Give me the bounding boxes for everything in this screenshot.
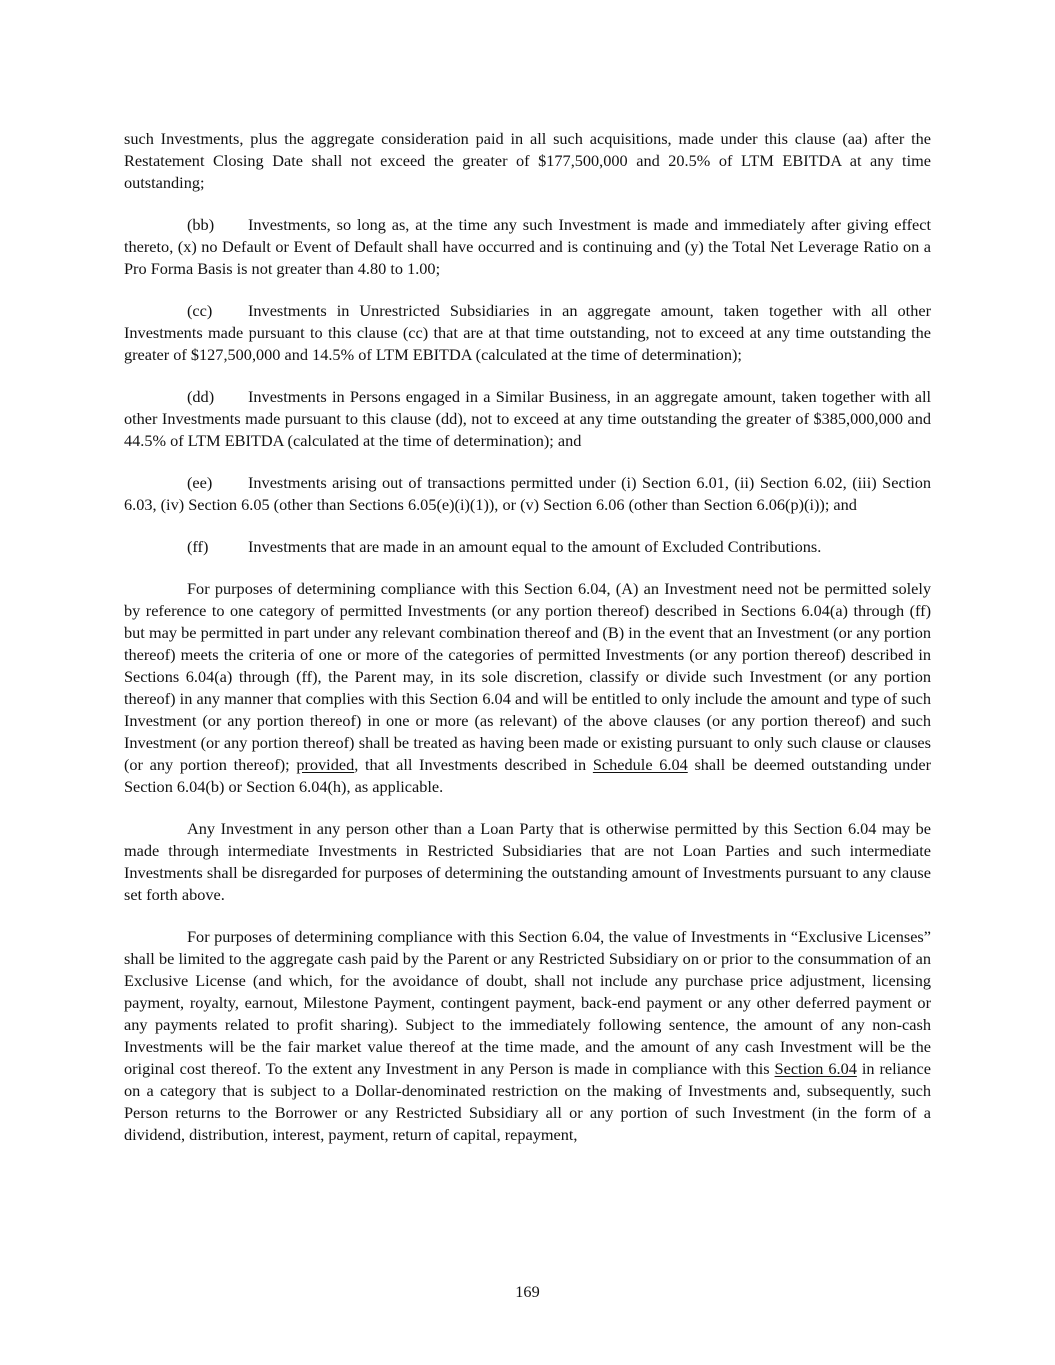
paragraph-ee <box>124 472 931 516</box>
page-number: 169 <box>515 1282 540 1301</box>
clause-text: Investments in Unrestricted Subsidiaries in an aggregate amount, taken together with all other Investments made pursuant to this clause (cc) that are at that time outstanding, not to exceed at any time outstanding the greater of $127,500,000 and 14.5% of LTM EBITDA (calculated at the time of determination); <box>124 301 931 364</box>
text: For purposes of determining compliance with this Section 6.04, (A) an Investment need not be permitted solely by reference to one category of permitted Investments (or any portion thereof) described in Sections 6.04(a) through (ff) but may be permitted in part under any relevant combination thereof and (B) in the event that an Investment (or any portion thereof) meets the criteria of one or more of the categories of permitted Investments (or any portion thereof) described in Sections 6.04(a) through (ff), the Parent may, in its sole discretion, classify or divide such Investment (or any portion thereof) in any manner that complies with this Section 6.04 and will be entitled to only include the amount and type of such Investment (or any portion thereof) in one or more (as relevant) of the above clauses (or any portion thereof) and such Investment (or any portion thereof) shall be treated as having been made or existing pursuant to only such clause or clauses (or any portion thereof); <box>124 579 931 774</box>
section-reference: Section 6.04 <box>774 1059 857 1078</box>
paragraph-bb <box>124 214 931 280</box>
clause-label: (bb) <box>187 215 215 234</box>
clause-text: Investments arising out of transactions permitted under (i) Section 6.01, (ii) Section 6.02, (iii) Section 6.03, (iv) Section 6.05 (other than Sections 6.05(e)(i)(1)), or (v) Section 6.06 (other than Section 6.06(p)(i)); and <box>124 473 931 514</box>
clause-text: Investments, so long as, at the time any such Investment is made and immediately after giving effect thereto, (x) no Default or Event of Default shall have occurred and is continuing and (y) the Total Net Leverage Ratio on a Pro Forma Basis is not greater than 4.80 to 1.00; <box>124 215 931 278</box>
paragraph-cc <box>124 300 931 366</box>
clause-text: Investments in Persons engaged in a Similar Business, in an aggregate amount, taken together with all other Investments made pursuant to this clause (dd), not to exceed at any time outstanding the greater of $385,000,000 and 44.5% of LTM EBITDA (calculated at the time of determination); and <box>124 387 931 450</box>
clause-text: Investments that are made in an amount equal to the amount of Excluded Contributions. <box>248 537 822 556</box>
text: For purposes of determining compliance with this Section 6.04, the value of Investments in “Exclusive Licenses” shall be limited to the aggregate cash paid by the Parent or any Restricted Subsidiary on or prior to the consummation of an Exclusive License (and which, for the avoidance of doubt, shall not include any purchase price adjustment, licensing payment, royalty, earnout, Milestone Payment, contingent payment, back-end payment or any other deferred payment or any payments related to profit sharing). Subject to the immediately following sentence, the amount of any non-cash Investments will be the fair market value thereof at the time made, and the amount of any cash Investment will be the original cost thereof. To the extent any Investment in any Person is made in compliance with this <box>124 927 931 1078</box>
text: in reliance on a category that is subject to a Dollar-denominated restriction on the making of Investments and, subsequently, such Person returns to the Borrower or any Restricted Subsidiary all or any portion of such Investment (in the form of a dividend, distribution, interest, payment, return of capital, repayment, <box>124 1059 931 1144</box>
paragraph-exclusive-licenses <box>124 926 931 1146</box>
clause-label: (dd) <box>187 387 215 406</box>
paragraph-dd <box>124 386 931 452</box>
schedule-reference: Schedule 6.04 <box>592 755 688 774</box>
clause-label: (ff) <box>187 537 209 556</box>
text: , that all Investments described in <box>354 755 593 774</box>
paragraph-ff <box>124 536 931 558</box>
clause-label: (ee) <box>187 473 213 492</box>
paragraph-any-investment: Any Investment in any person other than a Loan Party that is otherwise permitted by this Section 6.04 may be made through intermediate Investments in Restricted Subsidiaries that are not Loan Parties and such intermediate Investments shall be disregarded for purposes of determining the outstanding amount of Investments pursuant to any clause set forth above. <box>124 819 931 904</box>
paragraph-purposes <box>124 578 931 798</box>
underlined-term-provided: provided <box>296 755 355 774</box>
document-page <box>124 128 931 1166</box>
text: shall be deemed outstanding under Section 6.04(b) or Section 6.04(h), as applicable. <box>124 755 932 796</box>
paragraph-aa-continuation: such Investments, plus the aggregate consideration paid in all such acquisitions, made under this clause (aa) after the Restatement Closing Date shall not exceed the greater of $177,500,000 and 20.5% of LTM EBITDA at any time outstanding; <box>124 129 931 192</box>
clause-label: (cc) <box>187 301 213 320</box>
